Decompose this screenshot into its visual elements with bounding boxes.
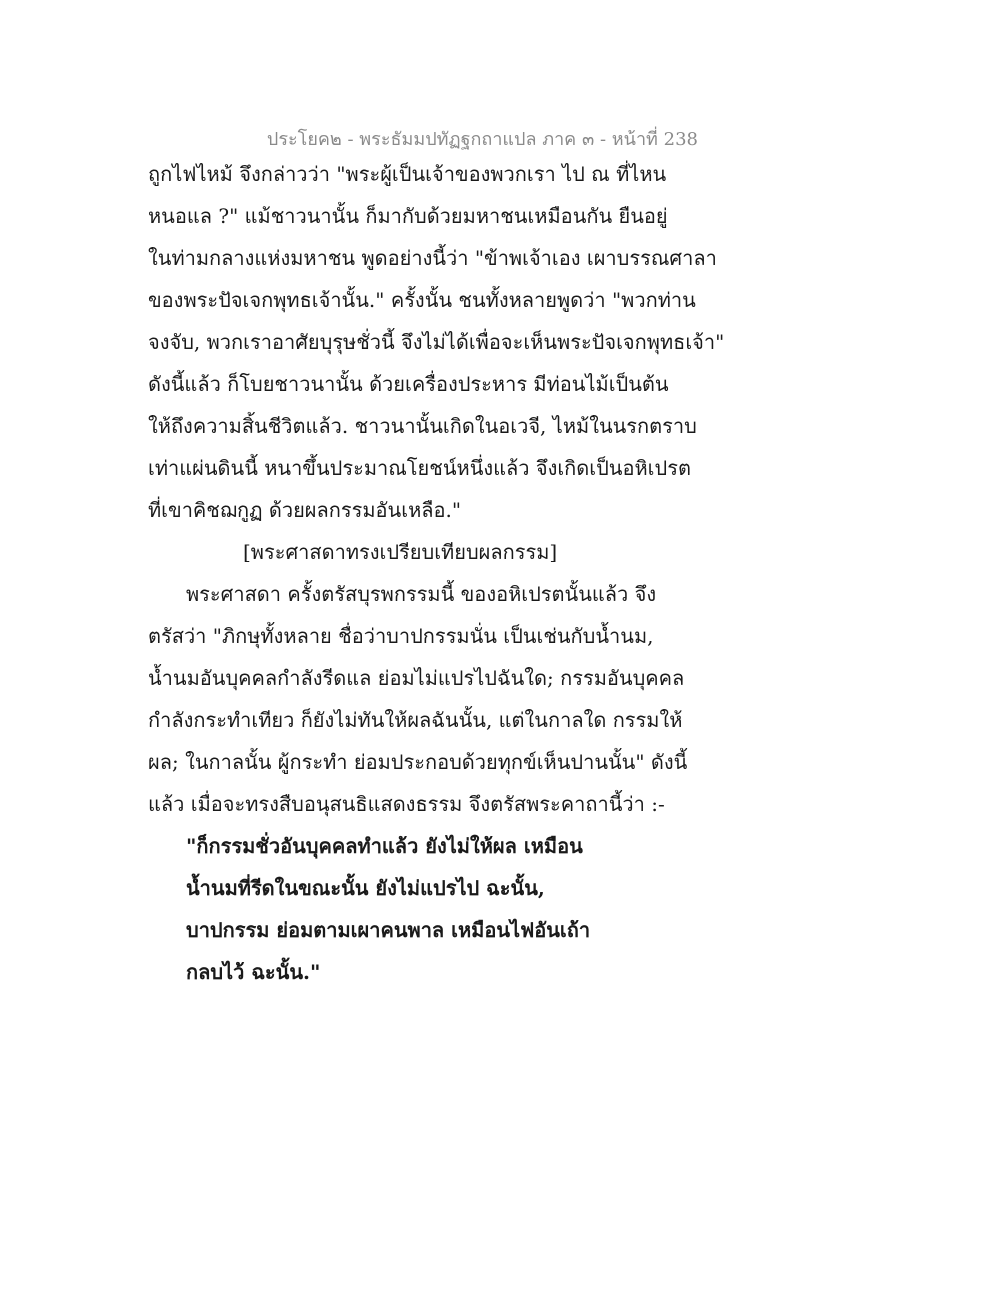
narrative-line: จงจับ, พวกเราอาศัยบุรุษชั่วนี้ จึงไม่ได้เพื่อจะเห็นพระปัจเจกพุทธเจ้า" [148, 330, 725, 354]
teaching-line: แล้ว เมื่อจะทรงสืบอนุสนธิแสดงธรรม จึงตรัสพระคาถานี้ว่า :- [148, 792, 665, 816]
teaching-line: น้ำนมอันบุคคลกำลังรีดแล ย่อมไม่แปรไปฉันใด; กรรมอันบุคคล [148, 666, 685, 690]
narrative-line: ของพระปัจเจกพุทธเจ้านั้น." ครั้งนั้น ชนทั้งหลายพูดว่า "พวกท่าน [148, 288, 696, 312]
narrative-line: ดังนี้แล้ว ก็โบยชาวนานั้น ด้วยเครื่องประหาร มีท่อนไม้เป็นต้น [148, 372, 669, 396]
verse-line: บาปกรรม ย่อมตามเผาคนพาล เหมือนไฟอันเถ้า [186, 918, 591, 942]
teaching-line: ตรัสว่า "ภิกษุทั้งหลาย ชื่อว่าบาปกรรมนั่น เป็นเช่นกับน้ำนม, [148, 624, 654, 648]
teaching-line: ผล; ในกาลนั้น ผู้กระทำ ย่อมประกอบด้วยทุกข์เห็นปานนั้น" ดังนี้ [148, 750, 688, 774]
section-heading: [พระศาสดาทรงเปรียบเทียบผลกรรม] [243, 540, 558, 564]
narrative-line: เท่าแผ่นดินนี้ หนาขึ้นประมาณโยชน์หนึ่งแล้ว จึงเกิดเป็นอหิเปรต [148, 456, 691, 480]
verse-line: น้ำนมที่รีดในขณะนั้น ยังไม่แปรไป ฉะนั้น, [186, 876, 545, 900]
teaching-line: พระศาสดา ครั้งตรัสบุรพกรรมนี้ ของอหิเปรตนั้นแล้ว จึง [186, 582, 657, 606]
narrative-line: ที่เขาคิชฌกูฏ ด้วยผลกรรมอันเหลือ." [148, 498, 462, 522]
verse-line: "ก็กรรมชั่วอันบุคคลทำแล้ว ยังไม่ให้ผล เหมือน [186, 834, 583, 858]
narrative-line: ในท่ามกลางแห่งมหาชน พูดอย่างนี้ว่า "ข้าพเจ้าเอง เผาบรรณศาลา [148, 246, 717, 270]
page-header: ประโยค๒ - พระธัมมปทัฏฐกถาแปล ภาค ๓ - หน้าที่ 238 [266, 129, 698, 150]
verse-line: กลบไว้ ฉะนั้น." [186, 960, 321, 984]
teaching-line: กำลังกระทำเทียว ก็ยังไม่ทันให้ผลฉันนั้น, แต่ในกาลใด กรรมให้ [148, 708, 683, 732]
narrative-line: ถูกไฟไหม้ จึงกล่าวว่า "พระผู้เป็นเจ้าของพวกเรา ไป ณ ที่ไหน [148, 162, 667, 186]
narrative-line: ให้ถึงความสิ้นชีวิตแล้ว. ชาวนานั้นเกิดในอเวจี, ไหม้ในนรกตราบ [148, 414, 697, 438]
narrative-line: หนอแล ?" แม้ชาวนานั้น ก็มากับด้วยมหาชนเหมือนกัน ยืนอยู่ [148, 204, 668, 228]
